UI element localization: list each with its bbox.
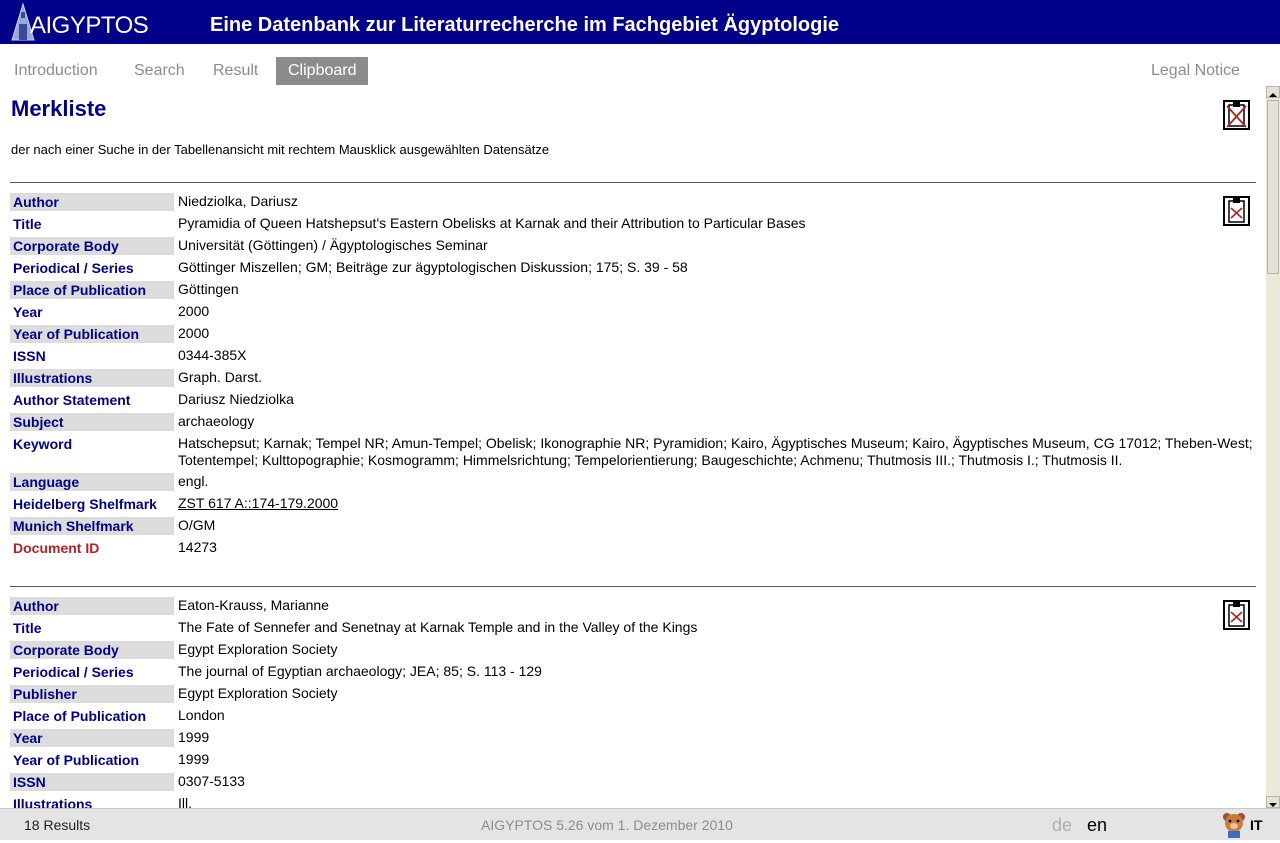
field-label: Author xyxy=(10,597,174,615)
field-label: Place of Publication xyxy=(10,281,174,299)
field-row-issn xyxy=(10,347,1256,365)
field-row-author xyxy=(10,193,1256,211)
field-value: engl. xyxy=(178,473,209,489)
field-label: Munich Shelfmark xyxy=(10,517,174,535)
field-row-heidelberg-shelfmark xyxy=(10,495,1256,513)
field-row-illustrations xyxy=(10,369,1256,387)
vertical-scrollbar[interactable] xyxy=(1266,86,1280,808)
field-row-document-id xyxy=(10,539,1256,557)
field-label: Year xyxy=(10,729,174,747)
field-label: Title xyxy=(13,620,42,636)
tab-bar xyxy=(0,44,1280,86)
legal-notice-link[interactable]: Legal Notice xyxy=(1151,62,1240,79)
field-value: The Fate of Sennefer and Senetnay at Karnak Temple and in the Valley of the Kings xyxy=(178,619,698,635)
scroll-down-button[interactable] xyxy=(1266,796,1280,808)
field-row-place xyxy=(10,281,1256,299)
field-row-corporate-body xyxy=(10,237,1256,255)
field-label: ISSN xyxy=(13,348,46,364)
field-value: 1999 xyxy=(178,729,210,745)
field-value: Egypt Exploration Society xyxy=(178,685,338,701)
record-divider xyxy=(10,586,1256,587)
it-logo: IT xyxy=(1250,817,1263,833)
teddy-bear-icon xyxy=(1219,811,1249,838)
field-row-year xyxy=(10,303,1256,321)
field-label: Periodical / Series xyxy=(13,260,134,276)
field-value xyxy=(174,495,1256,513)
version-info: AIGYPTOS 5.26 vom 1. Dezember 2010 xyxy=(481,817,733,833)
tab-introduction[interactable]: Introduction xyxy=(14,62,98,79)
field-row-periodical xyxy=(10,259,1256,277)
field-row-issn xyxy=(10,773,1256,791)
field-label: ISSN xyxy=(10,773,174,791)
field-row-periodical xyxy=(10,663,1256,681)
field-value: 2000 xyxy=(178,303,210,319)
field-value: Eaton-Krauss, Marianne xyxy=(178,597,329,613)
field-value: The journal of Egyptian archaeology; JEA; 85; S. 113 - 129 xyxy=(178,663,542,679)
language-de-link[interactable]: de xyxy=(1052,815,1073,835)
field-row-year-of-publication xyxy=(10,751,1256,769)
field-label: Periodical / Series xyxy=(13,664,134,680)
field-value: 0307-5133 xyxy=(178,773,245,789)
field-row-title xyxy=(10,619,1256,637)
field-value: O/GM xyxy=(178,517,216,533)
field-label: Year of Publication xyxy=(10,325,174,343)
field-row-year-of-publication xyxy=(10,325,1256,343)
tab-clipboard[interactable]: Clipboard xyxy=(276,57,368,85)
field-value: Göttingen xyxy=(178,281,239,297)
scroll-up-button[interactable] xyxy=(1266,86,1280,98)
field-row-subject xyxy=(10,413,1256,431)
tab-search[interactable]: Search xyxy=(134,62,185,79)
scroll-thumb[interactable] xyxy=(1267,100,1279,274)
clipboard-content xyxy=(0,86,1266,808)
field-value: archaeology xyxy=(178,413,255,429)
field-value: Dariusz Niedziolka xyxy=(178,391,294,407)
field-value: London xyxy=(178,707,225,723)
field-value: Hatschepsut; Karnak; Tempel NR; Amun-Tempel; Obelisk; Ikonographie NR; Pyramidion; Kairo, Ägyptisches Museum; Kairo, Ägyptisches Museum, CG 17012; Theben-West; Totentempel; Kulttopographie; Kosmogramm; Himmelsrichtung; Tempelorientierung; Baugeschichte; Achmenu; Thutmosis III.; Thutmosis I.; Thutmosis II. xyxy=(178,435,1253,468)
language-en-link[interactable]: en xyxy=(1087,815,1108,835)
field-row-illustrations xyxy=(10,795,1256,808)
field-label: Year xyxy=(13,304,43,320)
header-banner xyxy=(0,0,1280,44)
heidelberg-shelfmark-link[interactable]: ZST 617 A::174-179.2000 xyxy=(178,495,339,511)
field-row-title xyxy=(10,215,1256,233)
logo-text: AIGYPTOS xyxy=(30,12,149,39)
field-row-author xyxy=(10,597,1256,615)
status-bar xyxy=(0,808,1280,840)
clear-clipboard-button[interactable] xyxy=(1223,100,1250,130)
field-value: Universität (Göttingen) / Ägyptologisches Seminar xyxy=(178,237,488,253)
field-row-munich-shelfmark xyxy=(10,517,1256,535)
field-row-keyword xyxy=(10,435,1256,469)
record-divider xyxy=(10,182,1256,183)
field-label: Illustrations xyxy=(13,796,93,808)
field-value: Graph. Darst. xyxy=(178,369,263,385)
field-value: Niedziolka, Dariusz xyxy=(178,193,298,209)
field-label: Document ID xyxy=(13,540,100,556)
field-value: Ill. xyxy=(178,795,192,808)
arrow-up-icon xyxy=(1267,90,1279,100)
field-value: Egypt Exploration Society xyxy=(178,641,338,657)
field-row-place xyxy=(10,707,1256,725)
clipboard-clear-icon xyxy=(1223,100,1250,130)
field-value: Pyramidia of Queen Hatshepsut's Eastern Obelisks at Karnak and their Attribution to Particular Bases xyxy=(178,215,806,231)
field-row-year xyxy=(10,729,1256,747)
field-label: Year of Publication xyxy=(13,752,140,768)
field-label: Corporate Body xyxy=(10,641,174,659)
field-row-publisher xyxy=(10,685,1256,703)
field-label: Title xyxy=(13,216,42,232)
record-fields xyxy=(10,193,1256,561)
field-row-author-statement xyxy=(10,391,1256,409)
record-fields xyxy=(10,597,1256,808)
field-label: Author xyxy=(10,193,174,211)
field-label: Heidelberg Shelfmark xyxy=(13,496,157,512)
field-label: Publisher xyxy=(10,685,174,703)
page-title: Merkliste xyxy=(11,96,107,121)
page-subtitle: der nach einer Suche in der Tabellenansicht mit rechtem Mausklick ausgewählten Datensätze xyxy=(11,142,550,157)
field-row-corporate-body xyxy=(10,641,1256,659)
banner-title: Eine Datenbank zur Literaturrecherche im Fachgebiet Ägyptologie xyxy=(210,14,840,36)
field-value: Göttinger Miszellen; GM; Beiträge zur ägyptologischen Diskussion; 175; S. 39 - 58 xyxy=(178,259,688,275)
field-label: Place of Publication xyxy=(13,708,147,724)
field-value: 0344-385X xyxy=(178,347,247,363)
field-label: Illustrations xyxy=(10,369,174,387)
tab-result[interactable]: Result xyxy=(213,62,259,79)
field-label: Author Statement xyxy=(13,392,131,408)
field-value: 14273 xyxy=(178,539,217,555)
field-label: Keyword xyxy=(13,436,73,452)
field-label: Corporate Body xyxy=(10,237,174,255)
field-value: 2000 xyxy=(178,325,210,341)
field-label: Subject xyxy=(10,413,174,431)
field-label: Language xyxy=(10,473,174,491)
result-count: 18 Results xyxy=(24,817,91,833)
field-row-language xyxy=(10,473,1256,491)
aigyptos-logo[interactable] xyxy=(8,2,149,42)
field-value: 1999 xyxy=(178,751,210,767)
